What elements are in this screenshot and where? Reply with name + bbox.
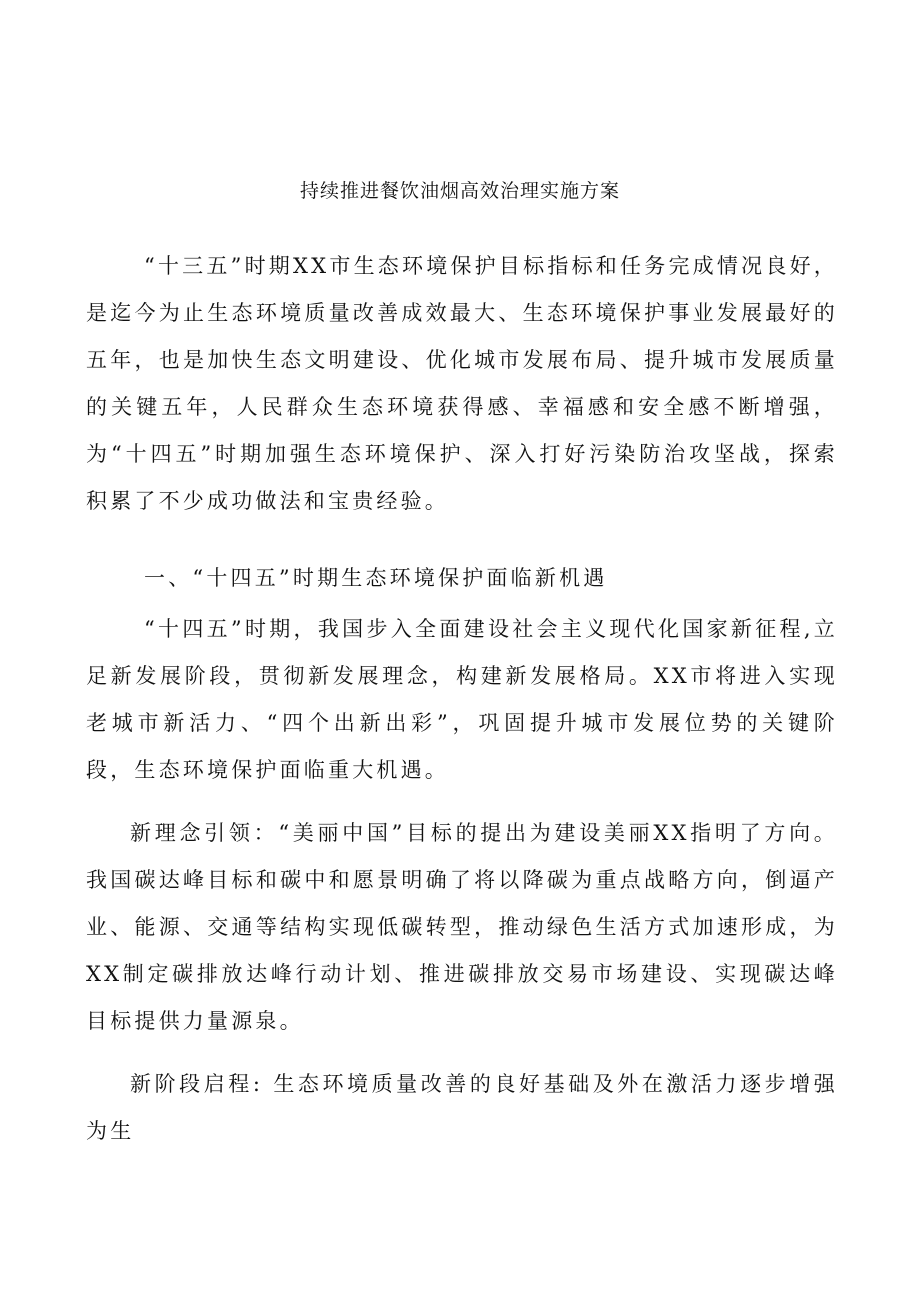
paragraph-intro: “十三五”时期XX市生态环境保护目标指标和任务完成情况良好，是迄今为止生态环境质量改善成效最大、生态环境保护事业发展最好的五年，也是加快生态文明建设、优化城市发展布局、提升城市发展质量的关键五年，人民群众生态环境获得感、幸福感和安全感不断增强，为“十四五”时期加强生态环境保护、深入打好污染防治攻坚战，探索积累了不少成功做法和宝贵经验。 xyxy=(86,254,838,513)
section-heading-1: 一、“十四五”时期生态环境保护面临新机遇 xyxy=(144,566,608,590)
paragraph-new-concept: 新理念引领：“美丽中国”目标的提出为建设美丽XX指明了方向。我国碳达峰目标和碳中和愿景明确了将以降碳为重点战略方向，倒逼产业、能源、交通等结构实现低碳转型，推动绿色生活方式加速形成，为XX制定碳排放达峰行动计划、推进碳排放交易市场建设、实现碳达峰目标提供力量源泉。 xyxy=(86,821,838,1033)
document-title: 持续推进餐饮油烟高效治理实施方案 xyxy=(299,180,620,202)
paragraph-section-1: “十四五”时期，我国步入全面建设社会主义现代化国家新征程,立足新发展阶段，贯彻新发展理念，构建新发展格局。XX市将进入实现老城市新活力、“四个出新出彩”，巩固提升城市发展位势的关键阶段，生态环境保护面临重大机遇。 xyxy=(86,617,838,782)
paragraph-new-stage: 新阶段启程: 生态环境质量改善的良好基础及外在激活力逐步增强为生 xyxy=(86,1072,838,1143)
